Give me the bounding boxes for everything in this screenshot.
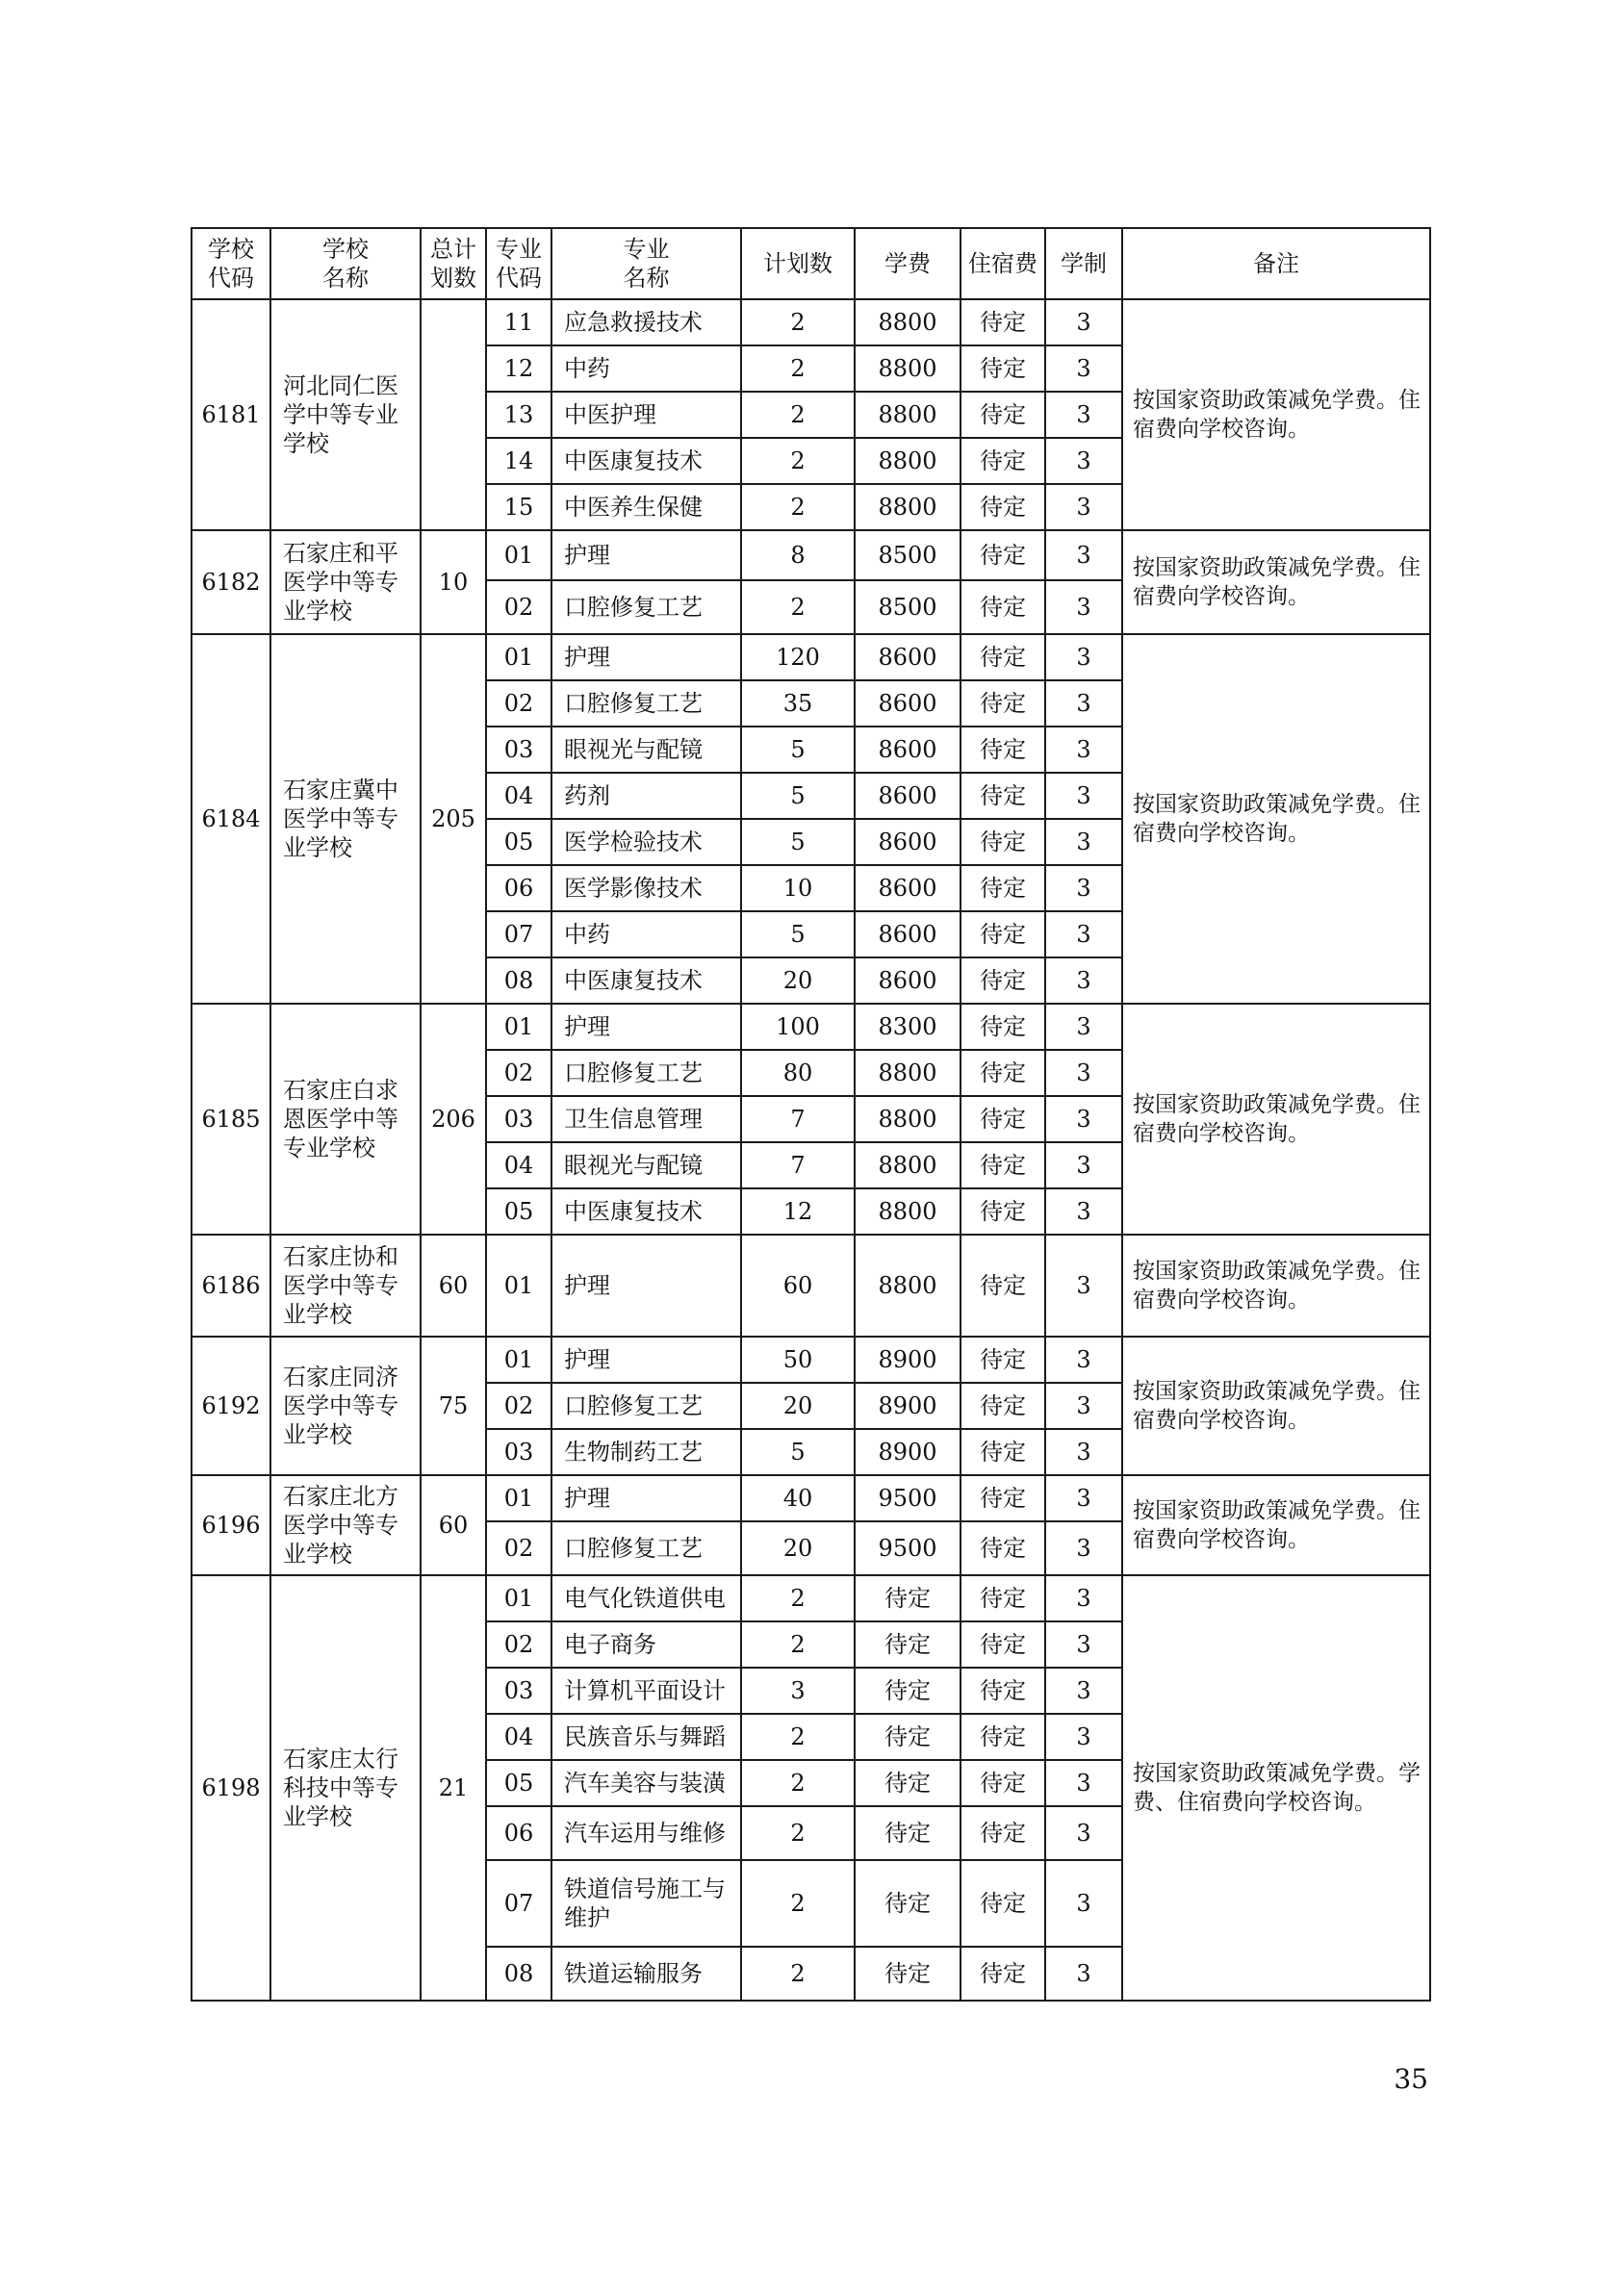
tuition-cell: 待定	[855, 1575, 961, 1621]
lodging-cell: 待定	[961, 634, 1045, 680]
tuition-cell: 8500	[855, 580, 961, 634]
plan-cell: 2	[741, 345, 855, 392]
table-row	[192, 299, 1430, 345]
page-number: 35	[1394, 2063, 1428, 2095]
tuition-cell: 8600	[855, 911, 961, 957]
plan-cell: 10	[741, 865, 855, 911]
years-cell: 3	[1045, 819, 1122, 865]
tuition-cell: 8600	[855, 957, 961, 1004]
years-cell: 3	[1045, 634, 1122, 680]
notes-cell: 按国家资助政策减免学费。学费、住宿费向学校咨询。	[1122, 1575, 1430, 2001]
major-code-cell: 02	[486, 1621, 551, 1668]
years-cell: 3	[1045, 773, 1122, 819]
major-code-cell: 03	[486, 1429, 551, 1475]
header-years: 学制	[1045, 228, 1122, 299]
table-row	[192, 1235, 1430, 1337]
major-code-cell: 14	[486, 438, 551, 484]
major-code-cell: 01	[486, 530, 551, 580]
lodging-cell: 待定	[961, 1760, 1045, 1806]
plan-cell: 2	[741, 484, 855, 530]
major-name-cell: 应急救援技术	[551, 299, 741, 345]
school-name-cell: 石家庄白求恩医学中等专业学校	[270, 1004, 421, 1235]
total-plan-cell: 205	[421, 634, 486, 1004]
lodging-cell: 待定	[961, 1860, 1045, 1947]
years-cell: 3	[1045, 1714, 1122, 1760]
tuition-cell: 8300	[855, 1004, 961, 1050]
header-tuition: 学费	[855, 228, 961, 299]
table-row	[192, 530, 1430, 580]
school-code-cell: 6182	[192, 530, 270, 634]
tuition-cell: 8800	[855, 1096, 961, 1142]
lodging-cell: 待定	[961, 1142, 1045, 1188]
major-code-cell: 07	[486, 1860, 551, 1947]
major-code-cell: 01	[486, 1475, 551, 1521]
years-cell: 3	[1045, 1668, 1122, 1714]
major-name-cell: 护理	[551, 1004, 741, 1050]
major-name-cell: 计算机平面设计	[551, 1668, 741, 1714]
lodging-cell: 待定	[961, 1475, 1045, 1521]
plan-cell: 100	[741, 1004, 855, 1050]
years-cell: 3	[1045, 1475, 1122, 1521]
tuition-cell: 8800	[855, 345, 961, 392]
tuition-cell: 8900	[855, 1429, 961, 1475]
school-name-cell: 河北同仁医学中等专业学校	[270, 299, 421, 530]
major-name-cell: 铁道运输服务	[551, 1947, 741, 2001]
tuition-cell: 8800	[855, 299, 961, 345]
plan-cell: 35	[741, 680, 855, 727]
years-cell: 3	[1045, 1188, 1122, 1235]
major-code-cell: 01	[486, 1235, 551, 1337]
major-code-cell: 02	[486, 680, 551, 727]
years-cell: 3	[1045, 865, 1122, 911]
lodging-cell: 待定	[961, 1429, 1045, 1475]
major-code-cell: 08	[486, 1947, 551, 2001]
years-cell: 3	[1045, 1806, 1122, 1860]
years-cell: 3	[1045, 1004, 1122, 1050]
lodging-cell: 待定	[961, 1235, 1045, 1337]
header-lodging: 住宿费	[961, 228, 1045, 299]
notes-cell: 按国家资助政策减免学费。住宿费向学校咨询。	[1122, 1004, 1430, 1235]
plan-cell: 2	[741, 438, 855, 484]
tuition-cell: 9500	[855, 1475, 961, 1521]
years-cell: 3	[1045, 1429, 1122, 1475]
major-name-cell: 医学检验技术	[551, 819, 741, 865]
total-plan-cell	[421, 299, 486, 530]
plan-cell: 2	[741, 1947, 855, 2001]
major-code-cell: 13	[486, 392, 551, 438]
lodging-cell: 待定	[961, 1947, 1045, 2001]
tuition-cell: 8800	[855, 1050, 961, 1096]
school-name-cell: 石家庄和平医学中等专业学校	[270, 530, 421, 634]
total-plan-cell: 10	[421, 530, 486, 634]
tuition-cell: 待定	[855, 1806, 961, 1860]
total-plan-cell: 206	[421, 1004, 486, 1235]
major-name-cell: 电气化铁道供电	[551, 1575, 741, 1621]
tuition-cell: 待定	[855, 1947, 961, 2001]
years-cell: 3	[1045, 727, 1122, 773]
years-cell: 3	[1045, 345, 1122, 392]
school-code-cell: 6198	[192, 1575, 270, 2001]
years-cell: 3	[1045, 1235, 1122, 1337]
major-name-cell: 护理	[551, 1235, 741, 1337]
major-code-cell: 05	[486, 1188, 551, 1235]
plan-cell: 5	[741, 911, 855, 957]
years-cell: 3	[1045, 1760, 1122, 1806]
school-code-cell: 6192	[192, 1337, 270, 1475]
total-plan-cell: 21	[421, 1575, 486, 2001]
major-code-cell: 06	[486, 865, 551, 911]
school-name-cell: 石家庄协和医学中等专业学校	[270, 1235, 421, 1337]
major-name-cell: 眼视光与配镜	[551, 1142, 741, 1188]
lodging-cell: 待定	[961, 299, 1045, 345]
plan-cell: 8	[741, 530, 855, 580]
plan-cell: 7	[741, 1142, 855, 1188]
header-total-plan: 总计 划数	[421, 228, 486, 299]
years-cell: 3	[1045, 580, 1122, 634]
major-code-cell: 03	[486, 1668, 551, 1714]
header-school-code: 学校 代码	[192, 228, 270, 299]
table-body	[192, 299, 1430, 2001]
lodging-cell: 待定	[961, 1050, 1045, 1096]
major-code-cell: 11	[486, 299, 551, 345]
major-name-cell: 民族音乐与舞蹈	[551, 1714, 741, 1760]
major-name-cell: 口腔修复工艺	[551, 1521, 741, 1575]
plan-cell: 50	[741, 1337, 855, 1383]
years-cell: 3	[1045, 1860, 1122, 1947]
major-code-cell: 01	[486, 634, 551, 680]
table-row	[192, 634, 1430, 680]
major-code-cell: 02	[486, 580, 551, 634]
plan-cell: 60	[741, 1235, 855, 1337]
years-cell: 3	[1045, 1142, 1122, 1188]
years-cell: 3	[1045, 1096, 1122, 1142]
major-code-cell: 01	[486, 1337, 551, 1383]
lodging-cell: 待定	[961, 1668, 1045, 1714]
major-name-cell: 汽车运用与维修	[551, 1806, 741, 1860]
major-code-cell: 03	[486, 727, 551, 773]
lodging-cell: 待定	[961, 1337, 1045, 1383]
plan-cell: 2	[741, 580, 855, 634]
plan-cell: 120	[741, 634, 855, 680]
notes-cell: 按国家资助政策减免学费。住宿费向学校咨询。	[1122, 634, 1430, 1004]
lodging-cell: 待定	[961, 530, 1045, 580]
major-code-cell: 02	[486, 1383, 551, 1429]
lodging-cell: 待定	[961, 1096, 1045, 1142]
plan-cell: 7	[741, 1096, 855, 1142]
major-name-cell: 中医康复技术	[551, 1188, 741, 1235]
total-plan-cell: 60	[421, 1475, 486, 1575]
plan-cell: 3	[741, 1668, 855, 1714]
major-name-cell: 护理	[551, 1337, 741, 1383]
major-name-cell: 护理	[551, 1475, 741, 1521]
table-row	[192, 1475, 1430, 1521]
plan-cell: 5	[741, 819, 855, 865]
years-cell: 3	[1045, 1521, 1122, 1575]
school-name-cell: 石家庄太行科技中等专业学校	[270, 1575, 421, 2001]
tuition-cell: 待定	[855, 1668, 961, 1714]
years-cell: 3	[1045, 438, 1122, 484]
major-code-cell: 03	[486, 1096, 551, 1142]
tuition-cell: 8800	[855, 484, 961, 530]
tuition-cell: 待定	[855, 1760, 961, 1806]
school-code-cell: 6196	[192, 1475, 270, 1575]
major-name-cell: 口腔修复工艺	[551, 1383, 741, 1429]
lodging-cell: 待定	[961, 1521, 1045, 1575]
plan-cell: 2	[741, 1621, 855, 1668]
lodging-cell: 待定	[961, 1621, 1045, 1668]
lodging-cell: 待定	[961, 727, 1045, 773]
plan-cell: 2	[741, 1806, 855, 1860]
major-name-cell: 电子商务	[551, 1621, 741, 1668]
major-code-cell: 04	[486, 773, 551, 819]
header-major-name: 专业 名称	[551, 228, 741, 299]
admission-plan-table	[191, 227, 1431, 2002]
header-row	[192, 228, 1430, 299]
lodging-cell: 待定	[961, 911, 1045, 957]
plan-cell: 5	[741, 727, 855, 773]
lodging-cell: 待定	[961, 1188, 1045, 1235]
plan-cell: 2	[741, 1860, 855, 1947]
lodging-cell: 待定	[961, 819, 1045, 865]
plan-cell: 2	[741, 1714, 855, 1760]
years-cell: 3	[1045, 1575, 1122, 1621]
lodging-cell: 待定	[961, 1714, 1045, 1760]
years-cell: 3	[1045, 484, 1122, 530]
school-code-cell: 6186	[192, 1235, 270, 1337]
plan-cell: 40	[741, 1475, 855, 1521]
lodging-cell: 待定	[961, 865, 1045, 911]
plan-cell: 20	[741, 957, 855, 1004]
major-name-cell: 生物制药工艺	[551, 1429, 741, 1475]
major-code-cell: 07	[486, 911, 551, 957]
years-cell: 3	[1045, 392, 1122, 438]
years-cell: 3	[1045, 1621, 1122, 1668]
major-code-cell: 02	[486, 1050, 551, 1096]
tuition-cell: 8800	[855, 1142, 961, 1188]
tuition-cell: 8900	[855, 1337, 961, 1383]
lodging-cell: 待定	[961, 680, 1045, 727]
notes-cell: 按国家资助政策减免学费。住宿费向学校咨询。	[1122, 1235, 1430, 1337]
major-name-cell: 护理	[551, 634, 741, 680]
tuition-cell: 8800	[855, 1235, 961, 1337]
major-name-cell: 卫生信息管理	[551, 1096, 741, 1142]
major-name-cell: 中医护理	[551, 392, 741, 438]
tuition-cell: 8500	[855, 530, 961, 580]
header-notes: 备注	[1122, 228, 1430, 299]
tuition-cell: 8600	[855, 865, 961, 911]
lodging-cell: 待定	[961, 1575, 1045, 1621]
major-code-cell: 01	[486, 1575, 551, 1621]
tuition-cell: 8600	[855, 727, 961, 773]
school-code-cell: 6181	[192, 299, 270, 530]
tuition-cell: 9500	[855, 1521, 961, 1575]
major-code-cell: 04	[486, 1142, 551, 1188]
school-name-cell: 石家庄北方医学中等专业学校	[270, 1475, 421, 1575]
lodging-cell: 待定	[961, 345, 1045, 392]
tuition-cell: 8600	[855, 819, 961, 865]
tuition-cell: 待定	[855, 1860, 961, 1947]
major-name-cell: 中医康复技术	[551, 438, 741, 484]
lodging-cell: 待定	[961, 484, 1045, 530]
school-code-cell: 6185	[192, 1004, 270, 1235]
major-name-cell: 铁道信号施工与维护	[551, 1860, 741, 1947]
lodging-cell: 待定	[961, 438, 1045, 484]
school-code-cell: 6184	[192, 634, 270, 1004]
plan-cell: 5	[741, 773, 855, 819]
tuition-cell: 待定	[855, 1621, 961, 1668]
tuition-cell: 8600	[855, 634, 961, 680]
tuition-cell: 8600	[855, 773, 961, 819]
notes-cell: 按国家资助政策减免学费。住宿费向学校咨询。	[1122, 1337, 1430, 1475]
lodging-cell: 待定	[961, 392, 1045, 438]
major-code-cell: 05	[486, 819, 551, 865]
years-cell: 3	[1045, 680, 1122, 727]
major-code-cell: 02	[486, 1521, 551, 1575]
header-plan: 计划数	[741, 228, 855, 299]
lodging-cell: 待定	[961, 957, 1045, 1004]
plan-cell: 2	[741, 299, 855, 345]
table-row	[192, 1004, 1430, 1050]
major-name-cell: 口腔修复工艺	[551, 680, 741, 727]
plan-cell: 2	[741, 1575, 855, 1621]
major-name-cell: 口腔修复工艺	[551, 580, 741, 634]
major-code-cell: 01	[486, 1004, 551, 1050]
plan-cell: 5	[741, 1429, 855, 1475]
total-plan-cell: 60	[421, 1235, 486, 1337]
plan-cell: 12	[741, 1188, 855, 1235]
lodging-cell: 待定	[961, 1383, 1045, 1429]
plan-cell: 80	[741, 1050, 855, 1096]
major-name-cell: 中药	[551, 345, 741, 392]
major-code-cell: 04	[486, 1714, 551, 1760]
school-name-cell: 石家庄冀中医学中等专业学校	[270, 634, 421, 1004]
lodging-cell: 待定	[961, 580, 1045, 634]
tuition-cell: 待定	[855, 1714, 961, 1760]
tuition-cell: 8900	[855, 1383, 961, 1429]
years-cell: 3	[1045, 911, 1122, 957]
school-name-cell: 石家庄同济医学中等专业学校	[270, 1337, 421, 1475]
header-school-name: 学校 名称	[270, 228, 421, 299]
major-name-cell: 护理	[551, 530, 741, 580]
header-major-code: 专业 代码	[486, 228, 551, 299]
lodging-cell: 待定	[961, 773, 1045, 819]
years-cell: 3	[1045, 299, 1122, 345]
major-name-cell: 医学影像技术	[551, 865, 741, 911]
major-name-cell: 药剂	[551, 773, 741, 819]
major-name-cell: 中药	[551, 911, 741, 957]
major-code-cell: 08	[486, 957, 551, 1004]
notes-cell: 按国家资助政策减免学费。住宿费向学校咨询。	[1122, 1475, 1430, 1575]
notes-cell: 按国家资助政策减免学费。住宿费向学校咨询。	[1122, 530, 1430, 634]
major-name-cell: 中医康复技术	[551, 957, 741, 1004]
years-cell: 3	[1045, 530, 1122, 580]
table-row	[192, 1575, 1430, 1621]
years-cell: 3	[1045, 957, 1122, 1004]
tuition-cell: 8800	[855, 438, 961, 484]
years-cell: 3	[1045, 1337, 1122, 1383]
tuition-cell: 8800	[855, 1188, 961, 1235]
major-name-cell: 眼视光与配镜	[551, 727, 741, 773]
major-code-cell: 12	[486, 345, 551, 392]
tuition-cell: 8800	[855, 392, 961, 438]
plan-cell: 20	[741, 1383, 855, 1429]
total-plan-cell: 75	[421, 1337, 486, 1475]
lodging-cell: 待定	[961, 1806, 1045, 1860]
major-code-cell: 15	[486, 484, 551, 530]
major-code-cell: 05	[486, 1760, 551, 1806]
major-code-cell: 06	[486, 1806, 551, 1860]
major-name-cell: 汽车美容与装潢	[551, 1760, 741, 1806]
plan-cell: 2	[741, 392, 855, 438]
lodging-cell: 待定	[961, 1004, 1045, 1050]
years-cell: 3	[1045, 1050, 1122, 1096]
years-cell: 3	[1045, 1947, 1122, 2001]
tuition-cell: 8600	[855, 680, 961, 727]
years-cell: 3	[1045, 1383, 1122, 1429]
plan-cell: 2	[741, 1760, 855, 1806]
table-row	[192, 1337, 1430, 1383]
major-name-cell: 口腔修复工艺	[551, 1050, 741, 1096]
plan-cell: 20	[741, 1521, 855, 1575]
notes-cell: 按国家资助政策减免学费。住宿费向学校咨询。	[1122, 299, 1430, 530]
major-name-cell: 中医养生保健	[551, 484, 741, 530]
